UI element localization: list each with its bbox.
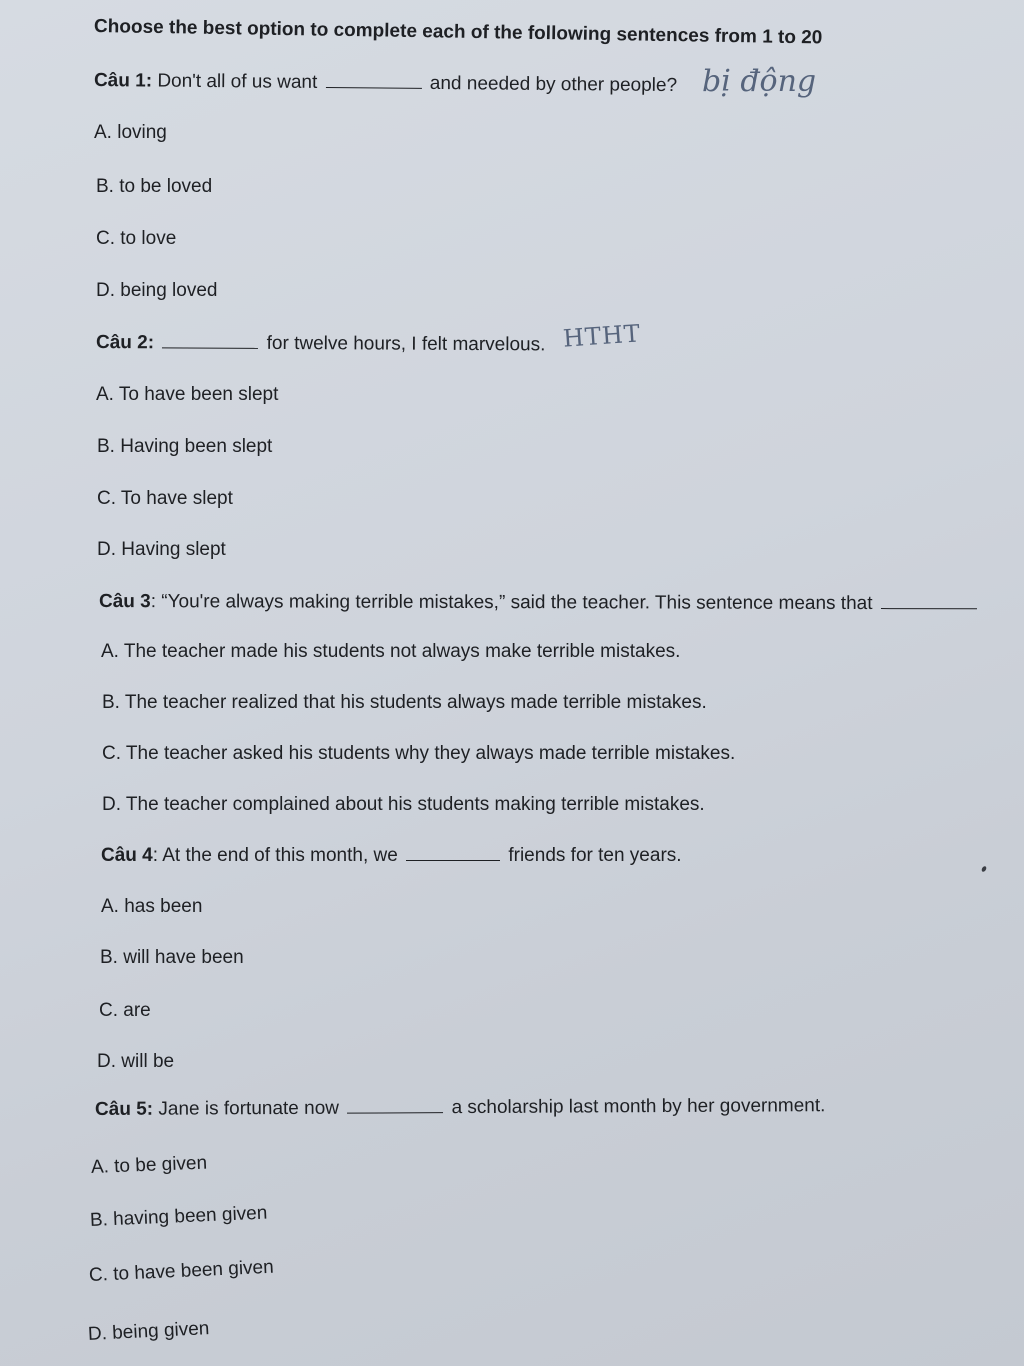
answer-blank xyxy=(347,1097,443,1114)
option-b: B. will have been xyxy=(100,947,244,968)
option-a: A. has been xyxy=(101,896,203,917)
question-text-before: Don't all of us want xyxy=(157,70,318,93)
question-text-before: Jane is fortunate now xyxy=(158,1097,340,1120)
question-text-after: and needed by other people? xyxy=(429,72,678,97)
question-label: Câu 1: xyxy=(93,70,153,92)
handwritten-note: bị động xyxy=(702,64,817,99)
option-d: D. being loved xyxy=(96,280,218,301)
answer-blank xyxy=(406,845,500,861)
option-b: B. having been given xyxy=(89,1202,268,1231)
option-d: D. Having slept xyxy=(97,539,226,560)
option-d: D. will be xyxy=(97,1051,175,1072)
option-b: B. to be loved xyxy=(96,176,213,197)
option-a: A. The teacher made his students not always make terrible mistakes. xyxy=(101,641,681,662)
option-b: B. Having been slept xyxy=(97,436,273,457)
question-2 xyxy=(96,332,546,356)
option-c: C. are xyxy=(99,1000,151,1021)
question-label: Câu 3 xyxy=(98,591,151,613)
question-3 xyxy=(99,591,980,615)
question-text-after: for twelve hours, I felt marvelous. xyxy=(266,332,546,356)
ink-speck xyxy=(981,865,987,872)
option-b: B. The teacher realized that his students always made terrible mistakes. xyxy=(102,692,707,713)
option-c: C. The teacher asked his students why they always made terrible mistakes. xyxy=(102,743,736,764)
question-text-before: : “You're always making terrible mistakes,” said the teacher. This sentence means that xyxy=(150,591,873,615)
question-text-after: friends for ten years. xyxy=(508,845,682,866)
question-text-after: a scholarship last month by her government. xyxy=(451,1095,826,1119)
answer-blank xyxy=(326,72,422,89)
question-text-before: : At the end of this month, we xyxy=(152,845,398,866)
option-a: A. loving xyxy=(94,122,167,143)
answer-blank xyxy=(881,593,977,609)
question-4 xyxy=(101,845,682,867)
option-c: C. to love xyxy=(96,228,177,249)
question-5 xyxy=(95,1095,826,1121)
handwritten-note: HTHT xyxy=(562,319,642,353)
option-c: C. to have been given xyxy=(88,1256,275,1286)
question-label: Câu 5: xyxy=(94,1098,154,1120)
option-d: D. being given xyxy=(87,1318,210,1345)
question-label: Câu 2: xyxy=(95,332,155,354)
question-1 xyxy=(94,70,677,97)
answer-blank xyxy=(162,332,258,349)
option-d: D. The teacher complained about his students making terrible mistakes. xyxy=(102,794,705,815)
option-a: A. to be given xyxy=(90,1152,208,1178)
option-c: C. To have slept xyxy=(97,488,233,509)
instruction-heading: Choose the best option to complete each of the following sentences from 1 to 20 xyxy=(93,16,823,49)
option-a: A. To have been slept xyxy=(96,384,279,405)
question-label: Câu 4 xyxy=(101,845,153,866)
